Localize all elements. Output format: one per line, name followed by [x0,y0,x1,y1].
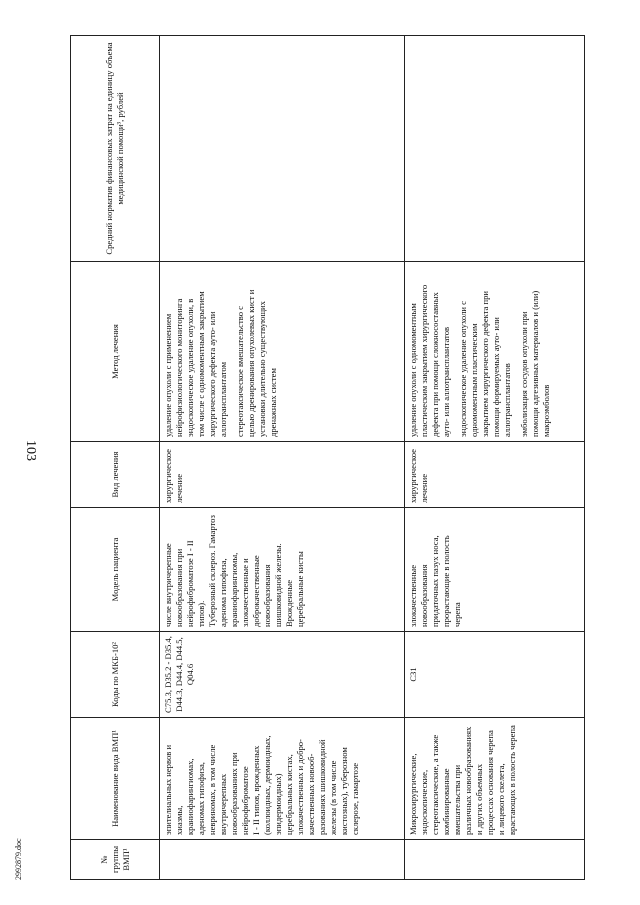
table-row [160,36,405,880]
text-line: помощи формируемых ауто- или [490,317,501,437]
cell-codes: C31 [404,632,584,718]
text-line: числе внутричерепные [163,543,173,627]
text-line: придаточных пазух носа, [429,535,440,627]
text-line: эмболизация сосудов опухоли при [518,311,529,437]
text-line: разованиях шишковидной [317,739,327,835]
cell-num [404,840,584,880]
text-line: кистозных), туберозном [339,747,349,835]
text-line: эндоскопические, [418,769,429,835]
table-row [404,36,584,880]
cell-cost [160,36,405,262]
text-line: стереотаксическое вмешательство с [235,306,245,437]
text-line: аденомах гипофиза, [196,762,206,835]
text-line: врастающих в полость черепа [506,725,517,835]
text-line: невриномах, в том числе [207,744,217,835]
text-line: том числе с одномоментным закрытием [196,291,206,437]
text-line: одномоментным пластическим [468,323,479,437]
text-line: злокачественные и [240,558,250,627]
text-line: (коллоидных, дермоидных, [262,735,272,835]
text-line: дренажных систем [268,368,278,437]
text-line: различных новообразованиях [462,726,473,835]
text-line: стереотаксические, а также [429,734,440,835]
text-line: железы (в том числе [328,760,338,835]
cell-cost [404,36,584,262]
text-line: эндоскопическое удаление опухоли с [457,301,468,437]
text-line: процессах основания черепа [484,730,495,835]
text-line: Микрохирургические, [407,753,418,835]
text-line: дефекта при помощи сложносоставных [429,292,440,437]
vmp-table [70,35,585,880]
text-line: целью дренирования опухолевых кист и [246,289,256,437]
text-line: эпителиальных нервов и хиазмы, [163,744,184,835]
text-line: злокачественных и добро- [295,739,305,835]
text-line: и лицевого скелета, [495,763,506,835]
cell-codes: C75.3, D35.2 - D35.4, D44.3, D44.4, D44.5, Q04.6 [160,632,405,718]
text-line: установки длительно существующих [257,301,267,437]
cell-name [160,718,405,840]
text-line: удаление опухоли с одномоментным [407,303,418,437]
cell-type: хирургическое лечение [160,442,405,508]
header-cost: Средний норматив финансовых затрат на единицу объема медицинской помощи³, рублей [71,36,160,262]
text-line: и других объемных [473,764,484,835]
header-name: Наименование вида ВМП¹ [71,718,160,840]
text-line: аллотрансплантатом [218,361,228,437]
cell-name [404,718,584,840]
text-line: хирургического дефекта ауто- или [207,311,217,437]
table-header-row [71,36,160,880]
text-line: прорастающие в полость черепа [440,535,462,627]
text-line: пластическим закрытием хирургического [418,284,429,437]
text-line: ауто- или аллотрансплантатов [440,326,451,437]
text-line: нейрофиброматозе I - II типов). [185,540,206,627]
text-line: доброкачественные новообразования [251,555,272,627]
text-line: шишковидной железы. Врожденные [273,543,294,627]
header-num: № группы ВМП¹ [71,840,160,880]
text-line: новообразованиях при [229,752,239,835]
text-line: нейрофиброматозе [240,766,250,835]
text-line: эпидермоидных) [273,773,283,835]
text-line: внутричерепных [218,773,228,835]
header-method: Метод лечения [71,262,160,442]
text-line: помощи адгезивных материалов и (или) [529,290,540,437]
text-line: комбинированные [440,768,451,835]
text-line: нейрофизиологического мониторинга [174,298,184,437]
text-line: закрытием хирургического дефекта при [479,290,490,437]
text-line: Туберозный склероз. Гамартоз [207,515,217,627]
text-line: склерозе, гамартозе [350,762,360,835]
header-type: Вид лечения [71,442,160,508]
text-line: вмешательства при [451,764,462,835]
text-line: новообразования при [174,548,184,627]
cell-method [404,262,584,442]
text-line: краниофарингиомах, [185,758,195,835]
page-number: 103 [23,440,38,461]
text-line: злокачественные новообразования [407,564,429,627]
header-codes: Коды по МКБ-10² [71,632,160,718]
text-line: макроэмболов [540,384,551,437]
text-line: аллотрансплантатов [501,363,512,437]
footer-filename: 2992879.doc [14,838,23,880]
text-line: краниофарингиомы, [229,552,239,627]
text-line: качественных новооб- [306,753,316,835]
header-model: Модель пациента [71,508,160,632]
text-line: церебральные кисты [295,551,305,627]
cell-type: хирургическое лечение [404,442,584,508]
text-line: эндоскопическое удаление опухоли, в [185,298,195,437]
cell-method [160,262,405,442]
cell-num [160,840,405,880]
text-line: церебральных кистах, [284,754,294,835]
text-line: аденома гипофиза, [218,558,228,627]
cell-model [404,508,584,632]
cell-model [160,508,405,632]
text-line: I - II типов, врожденных [251,745,261,835]
rotated-table-container [70,35,585,880]
text-line: удаление опухоли с применением [163,313,173,437]
